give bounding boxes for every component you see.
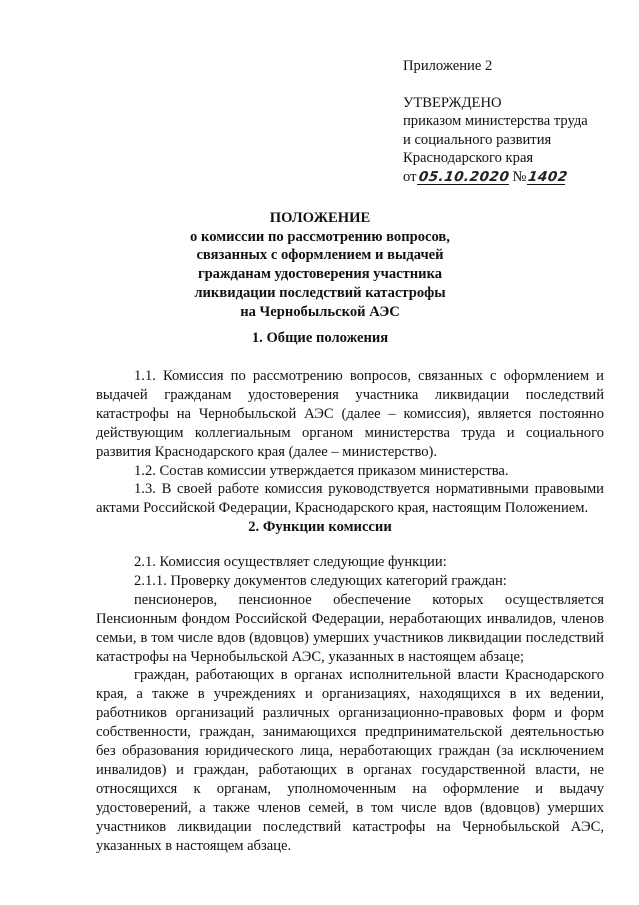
document-title	[130, 209, 510, 321]
section-2-heading: 2. Функции комиссии	[248, 519, 392, 535]
section-1-heading: 1. Общие положения	[251, 330, 389, 346]
approval-line-3: Краснодарского края	[403, 150, 534, 167]
title-line-3: гражданам удостоверения участника	[197, 266, 443, 283]
paragraph-pensioners: пенсионеров, пенсионное обеспечение которых осуществляется Пенсионным фондом Российской Федерации, неработающих инвалидов, членов семьи, в том числе вдов (вдовцов) умерших участников ликвидации последствий катастрофы на Чернобыльской АЭС, указанных в настоящем абзаце;	[96, 591, 604, 665]
title-head: ПОЛОЖЕНИЕ	[269, 210, 371, 226]
title-line-1: о комиссии по рассмотрению вопросов,	[190, 228, 450, 245]
approval-line-1: приказом министерства труда	[403, 113, 588, 130]
paragraph-2-1: 2.1. Комиссия осуществляет следующие функции:	[134, 554, 447, 570]
title-line-5: на Чернобыльской АЭС	[240, 303, 400, 320]
order-number: 1402	[527, 168, 570, 185]
order-date-number-line	[403, 168, 623, 187]
paragraph-workers: граждан, работающих в органах исполнительной власти Краснодарского края, а также в учреждениях и организациях, находящихся в их ведении, работников организаций различных организационно-правовых форм и форм собственности, граждан, занимающихся предпринимательской деятельностью без образования юридического лица, неработающих граждан (за исключением инвалидов) и граждан, работающих в органах государственной власти, не относящихся к органам, уполномоченным на оформление и выдачу удостоверений, а также членов семей, в том числе вдов (вдовцов) умерших участников ликвидации последствий катастрофы на Чернобыльской АЭС, указанных в настоящем абзаце.	[96, 667, 604, 854]
title-line-2: связанных с оформлением и выдачей	[196, 247, 444, 264]
annex-label: Приложение 2	[403, 58, 493, 74]
date-prefix: от	[403, 168, 417, 185]
paragraph-1-1: 1.1. Комиссия по рассмотрению вопросов, связанных с оформлением и выдачей гражданам удостоверения участника ликвидации последствий катастрофы на Чернобыльской АЭС (далее – комиссия), является постоянно действующим коллегиальным органом министерства труда и социального развития Краснодарского края (далее – министерство).	[96, 368, 604, 460]
title-line-4: ликвидации последствий катастрофы	[194, 284, 446, 301]
paragraph-1-2: 1.2. Состав комиссии утверждается приказом министерства.	[134, 462, 509, 479]
paragraph-2-1-1: 2.1.1. Проверку документов следующих категорий граждан:	[134, 572, 507, 589]
number-prefix: №	[512, 168, 527, 185]
approved-label: УТВЕРЖДЕНО	[403, 94, 502, 111]
section-1-body	[96, 367, 604, 518]
paragraph-1-3: 1.3. В своей работе комиссия руководствуется нормативными правовыми актами Российской Федерации, Краснодарского края, настоящим Положением.	[96, 481, 604, 517]
order-date: 05.10.2020	[418, 168, 511, 185]
approval-line-2: и социального развития	[403, 131, 552, 148]
section-2-body	[96, 553, 604, 856]
approval-block	[403, 57, 623, 187]
